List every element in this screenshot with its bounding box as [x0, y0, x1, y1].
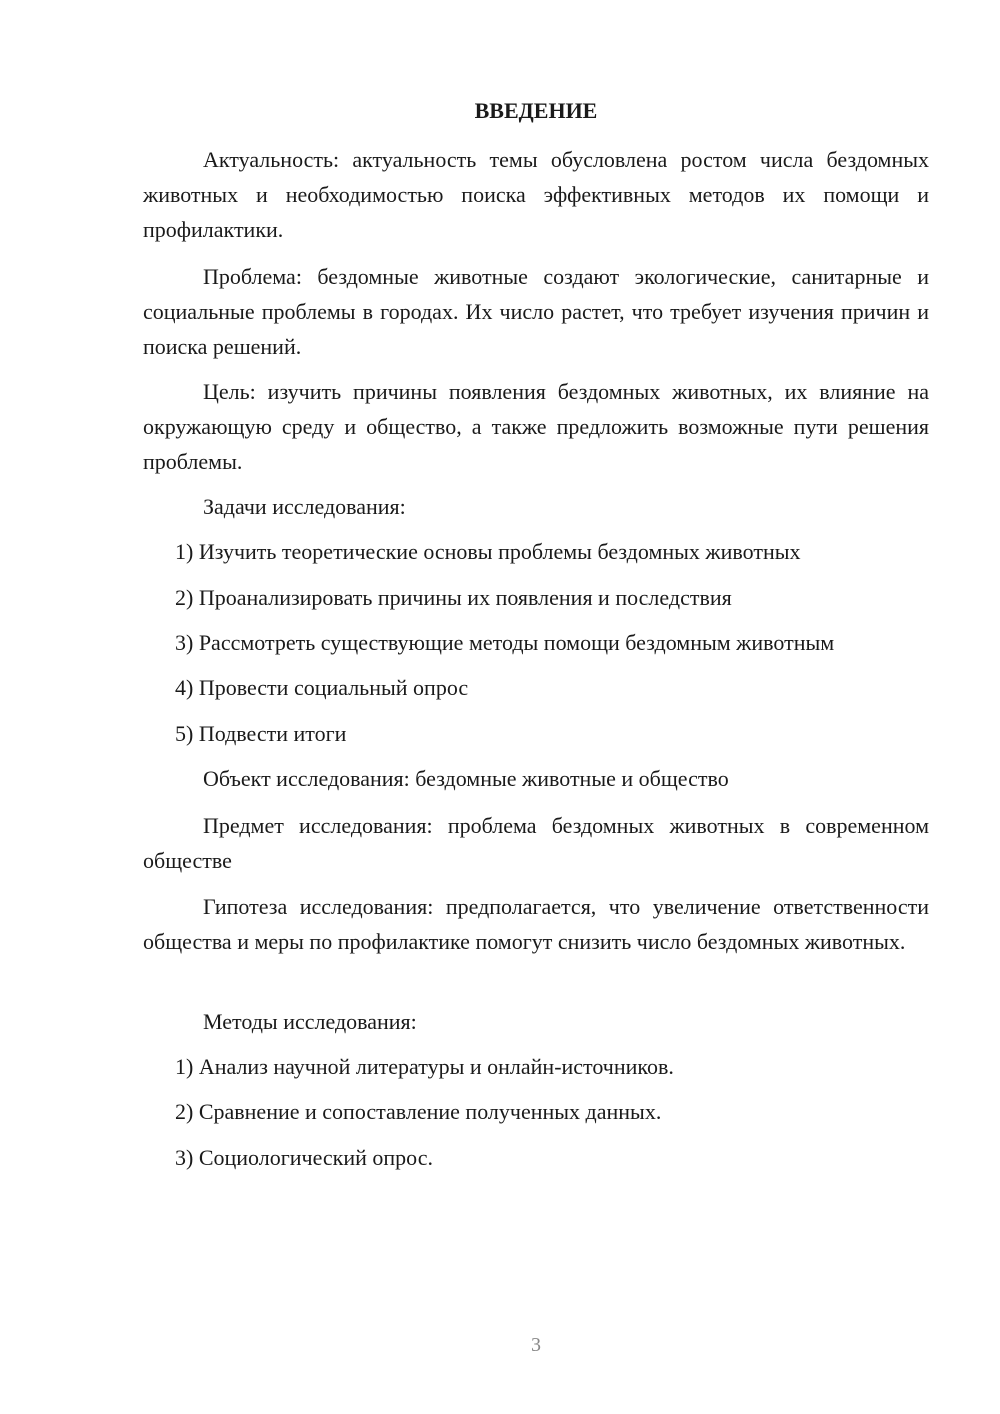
problem-paragraph: Проблема: бездомные животные создают экологические, санитарные и социальные проблемы в городах. Их число растет, что требует изучения причин и поиска решений.: [143, 264, 929, 359]
task-item: 2) Проанализировать причины их появления и последствия: [175, 585, 732, 610]
goal-paragraph: Цель: изучить причины появления бездомных животных, их влияние на окружающую среду и общество, а также предложить возможные пути решения проблемы.: [143, 379, 929, 474]
task-item: 3) Рассмотреть существующие методы помощи бездомным животным: [175, 630, 835, 655]
research-object: Объект исследования: бездомные животные и общество: [203, 766, 729, 791]
method-item: 1) Анализ научной литературы и онлайн-источников.: [175, 1054, 674, 1079]
relevance-paragraph: Актуальность: актуальность темы обусловлена ростом числа бездомных животных и необходимостью поиска эффективных методов их помощи и профилактики.: [143, 147, 929, 242]
page-title: ВВЕДЕНИЕ: [474, 98, 598, 123]
task-item: 5) Подвести итоги: [175, 721, 347, 746]
page-number: 3: [531, 1334, 541, 1356]
research-subject: Предмет исследования: проблема бездомных животных в современном обществе: [143, 813, 929, 873]
task-item: 1) Изучить теоретические основы проблемы бездомных животных: [175, 539, 801, 564]
tasks-title: Задачи исследования:: [203, 494, 406, 519]
method-item: 2) Сравнение и сопоставление полученных данных.: [175, 1099, 662, 1124]
methods-title: Методы исследования:: [203, 1009, 417, 1034]
method-item: 3) Социологический опрос.: [175, 1145, 433, 1170]
research-hypothesis: Гипотеза исследования: предполагается, что увеличение ответственности общества и меры по профилактике помогут снизить число бездомных животных.: [143, 894, 929, 954]
task-item: 4) Провести социальный опрос: [175, 675, 469, 700]
